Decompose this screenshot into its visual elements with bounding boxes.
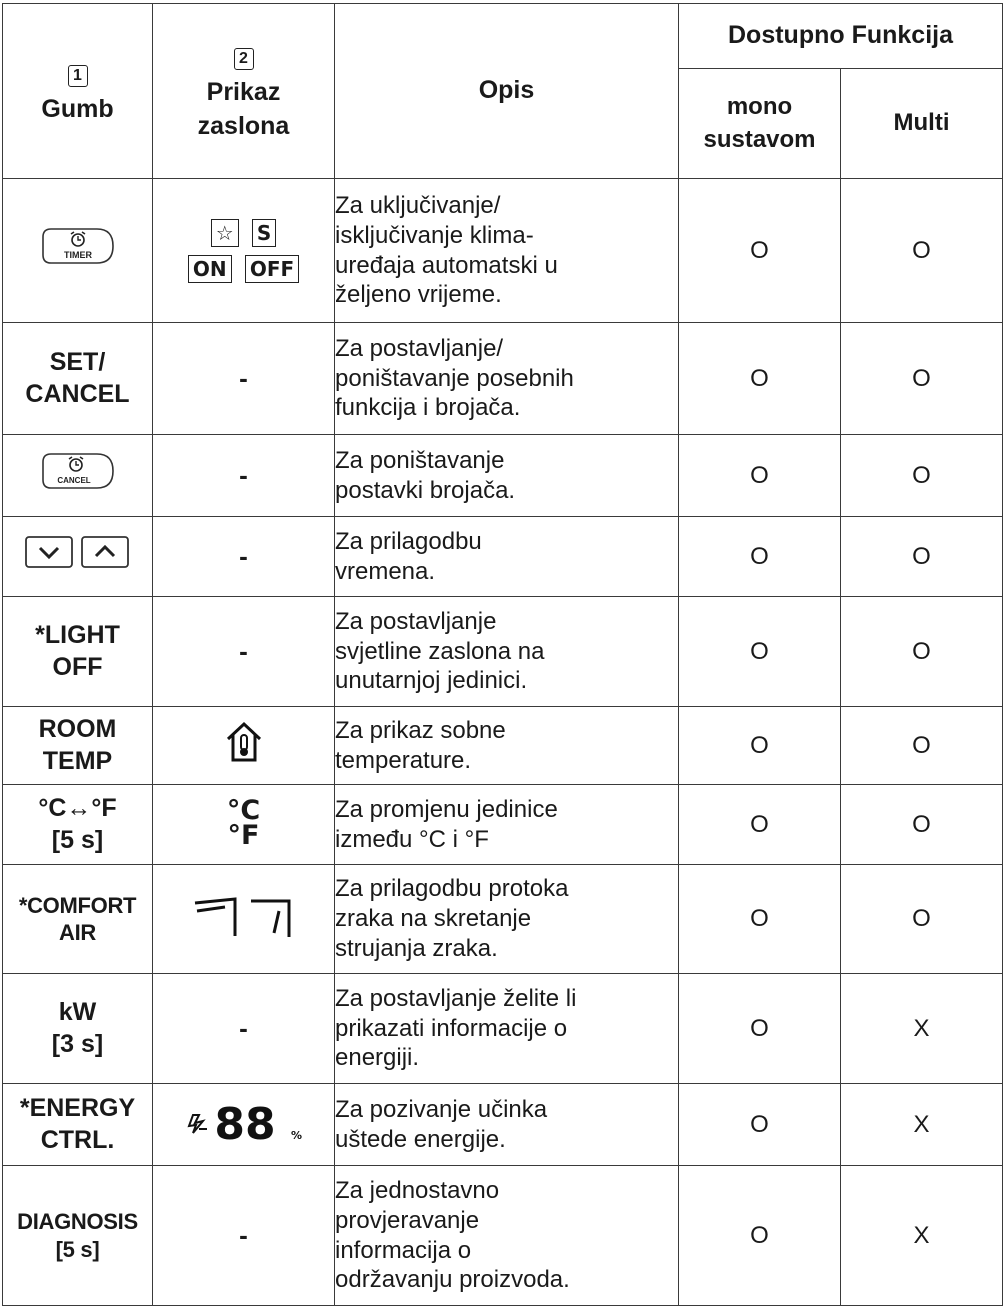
header-display-column [153,4,335,179]
description-cell: Za prilagodbu vremena. [335,517,679,597]
description-cell: Za promjenu jedinice između °C i °F [335,785,679,865]
multi-mark: X [841,974,1003,1084]
display-cell: - [153,435,335,517]
header-button-column [3,4,153,179]
mono-mark: O [679,785,841,865]
description-cell: Za postavljanje/ poništavanje posebnih funkcija i brojača. [335,323,679,435]
header-multi-column: Multi [841,69,1003,179]
table-row [3,517,1003,597]
multi-mark: O [841,597,1003,707]
table-row [3,323,1003,435]
function-table [2,3,1003,1306]
table-row [3,1166,1003,1306]
header-mono-column [679,69,841,179]
multi-mark: X [841,1084,1003,1166]
mono-mark: O [679,597,841,707]
description-cell: Za prilagodbu protoka zraka na skretanje strujanja zraka. [335,865,679,974]
mono-mark: O [679,707,841,785]
description-cell: Za uključivanje/ isključivanje klima- uređaja automatski u željeno vrijeme. [335,179,679,323]
room-temperature-icon [224,721,264,770]
header-description-column: Opis [335,4,679,179]
header-number-2: 2 [234,48,254,70]
button-cell [3,435,153,517]
svg-text:TIMER: TIMER [63,250,92,261]
mono-mark: O [679,974,841,1084]
table-row [3,785,1003,865]
timer-button-icon [41,227,115,273]
button-cell: *COMFORT AIR [3,865,153,974]
mono-mark: O [679,865,841,974]
display-cell [153,1084,335,1166]
multi-mark: O [841,435,1003,517]
header-availability: Dostupno Funkcija [679,4,1003,69]
up-down-arrows-icon [23,534,133,578]
button-cell [3,179,153,323]
table-row [3,1084,1003,1166]
display-cell: - [153,597,335,707]
description-cell: Za jednostavno provjeravanje informacija o održavanju proizvoda. [335,1166,679,1306]
button-cell: *LIGHT OFF [3,597,153,707]
display-cell: - [153,1166,335,1306]
mono-mark: O [679,435,841,517]
table-row [3,974,1003,1084]
off-display-icon: OFF [245,255,299,283]
display-cell: - [153,323,335,435]
display-cell: - [153,974,335,1084]
svg-text:CANCEL: CANCEL [56,476,91,486]
svg-text:%: % [290,1129,302,1142]
cancel-button-icon [41,452,115,498]
s-display-icon: S [252,219,276,247]
button-cell: °C↔°F [5 s] [3,785,153,865]
table-row [3,865,1003,974]
description-cell: Za prikaz sobne temperature. [335,707,679,785]
button-cell: ROOM TEMP [3,707,153,785]
table-row [3,707,1003,785]
multi-mark: O [841,179,1003,323]
multi-mark: O [841,517,1003,597]
multi-mark: X [841,1166,1003,1306]
button-cell: *ENERGY CTRL. [3,1084,153,1166]
mono-mark: O [679,1166,841,1306]
header-number-1: 1 [68,65,88,87]
multi-mark: O [841,323,1003,435]
star-display-icon: ☆ [211,219,239,247]
header-mono-label-2: sustavom [703,125,816,153]
display-cell [153,707,335,785]
description-cell: Za pozivanje učinka uštede energije. [335,1084,679,1166]
multi-mark: O [841,785,1003,865]
header-button-label: Gumb [41,94,114,123]
display-cell [153,785,335,865]
display-cell [153,865,335,974]
button-cell [3,517,153,597]
comfort-air-vane-icon [189,891,299,948]
button-cell: SET/ CANCEL [3,323,153,435]
multi-mark: O [841,865,1003,974]
display-cell [153,179,335,323]
mono-mark: O [679,1084,841,1166]
button-cell: kW [3 s] [3,974,153,1084]
table-row [3,435,1003,517]
display-cell: - [153,517,335,597]
description-cell: Za poništavanje postavki brojača. [335,435,679,517]
mono-mark: O [679,323,841,435]
description-cell: Za postavljanje želite li prikazati informacije o energiji. [335,974,679,1084]
multi-mark: O [841,707,1003,785]
header-mono-label-1: mono [726,93,793,121]
button-cell: DIAGNOSIS [5 s] [3,1166,153,1306]
celsius-fahrenheit-display-icon: °C °F [226,795,261,851]
mono-mark: O [679,517,841,597]
description-cell: Za postavljanje svjetline zaslona na unutarnjoj jedinici. [335,597,679,707]
table-row [3,597,1003,707]
svg-text:88: 88 [213,1099,276,1143]
mono-mark: O [679,179,841,323]
header-display-label-2: zaslona [197,111,290,140]
on-display-icon: ON [188,255,232,283]
table-row [3,179,1003,323]
header-display-label-1: Prikaz [206,77,281,106]
energy-control-display-icon [179,1099,309,1150]
